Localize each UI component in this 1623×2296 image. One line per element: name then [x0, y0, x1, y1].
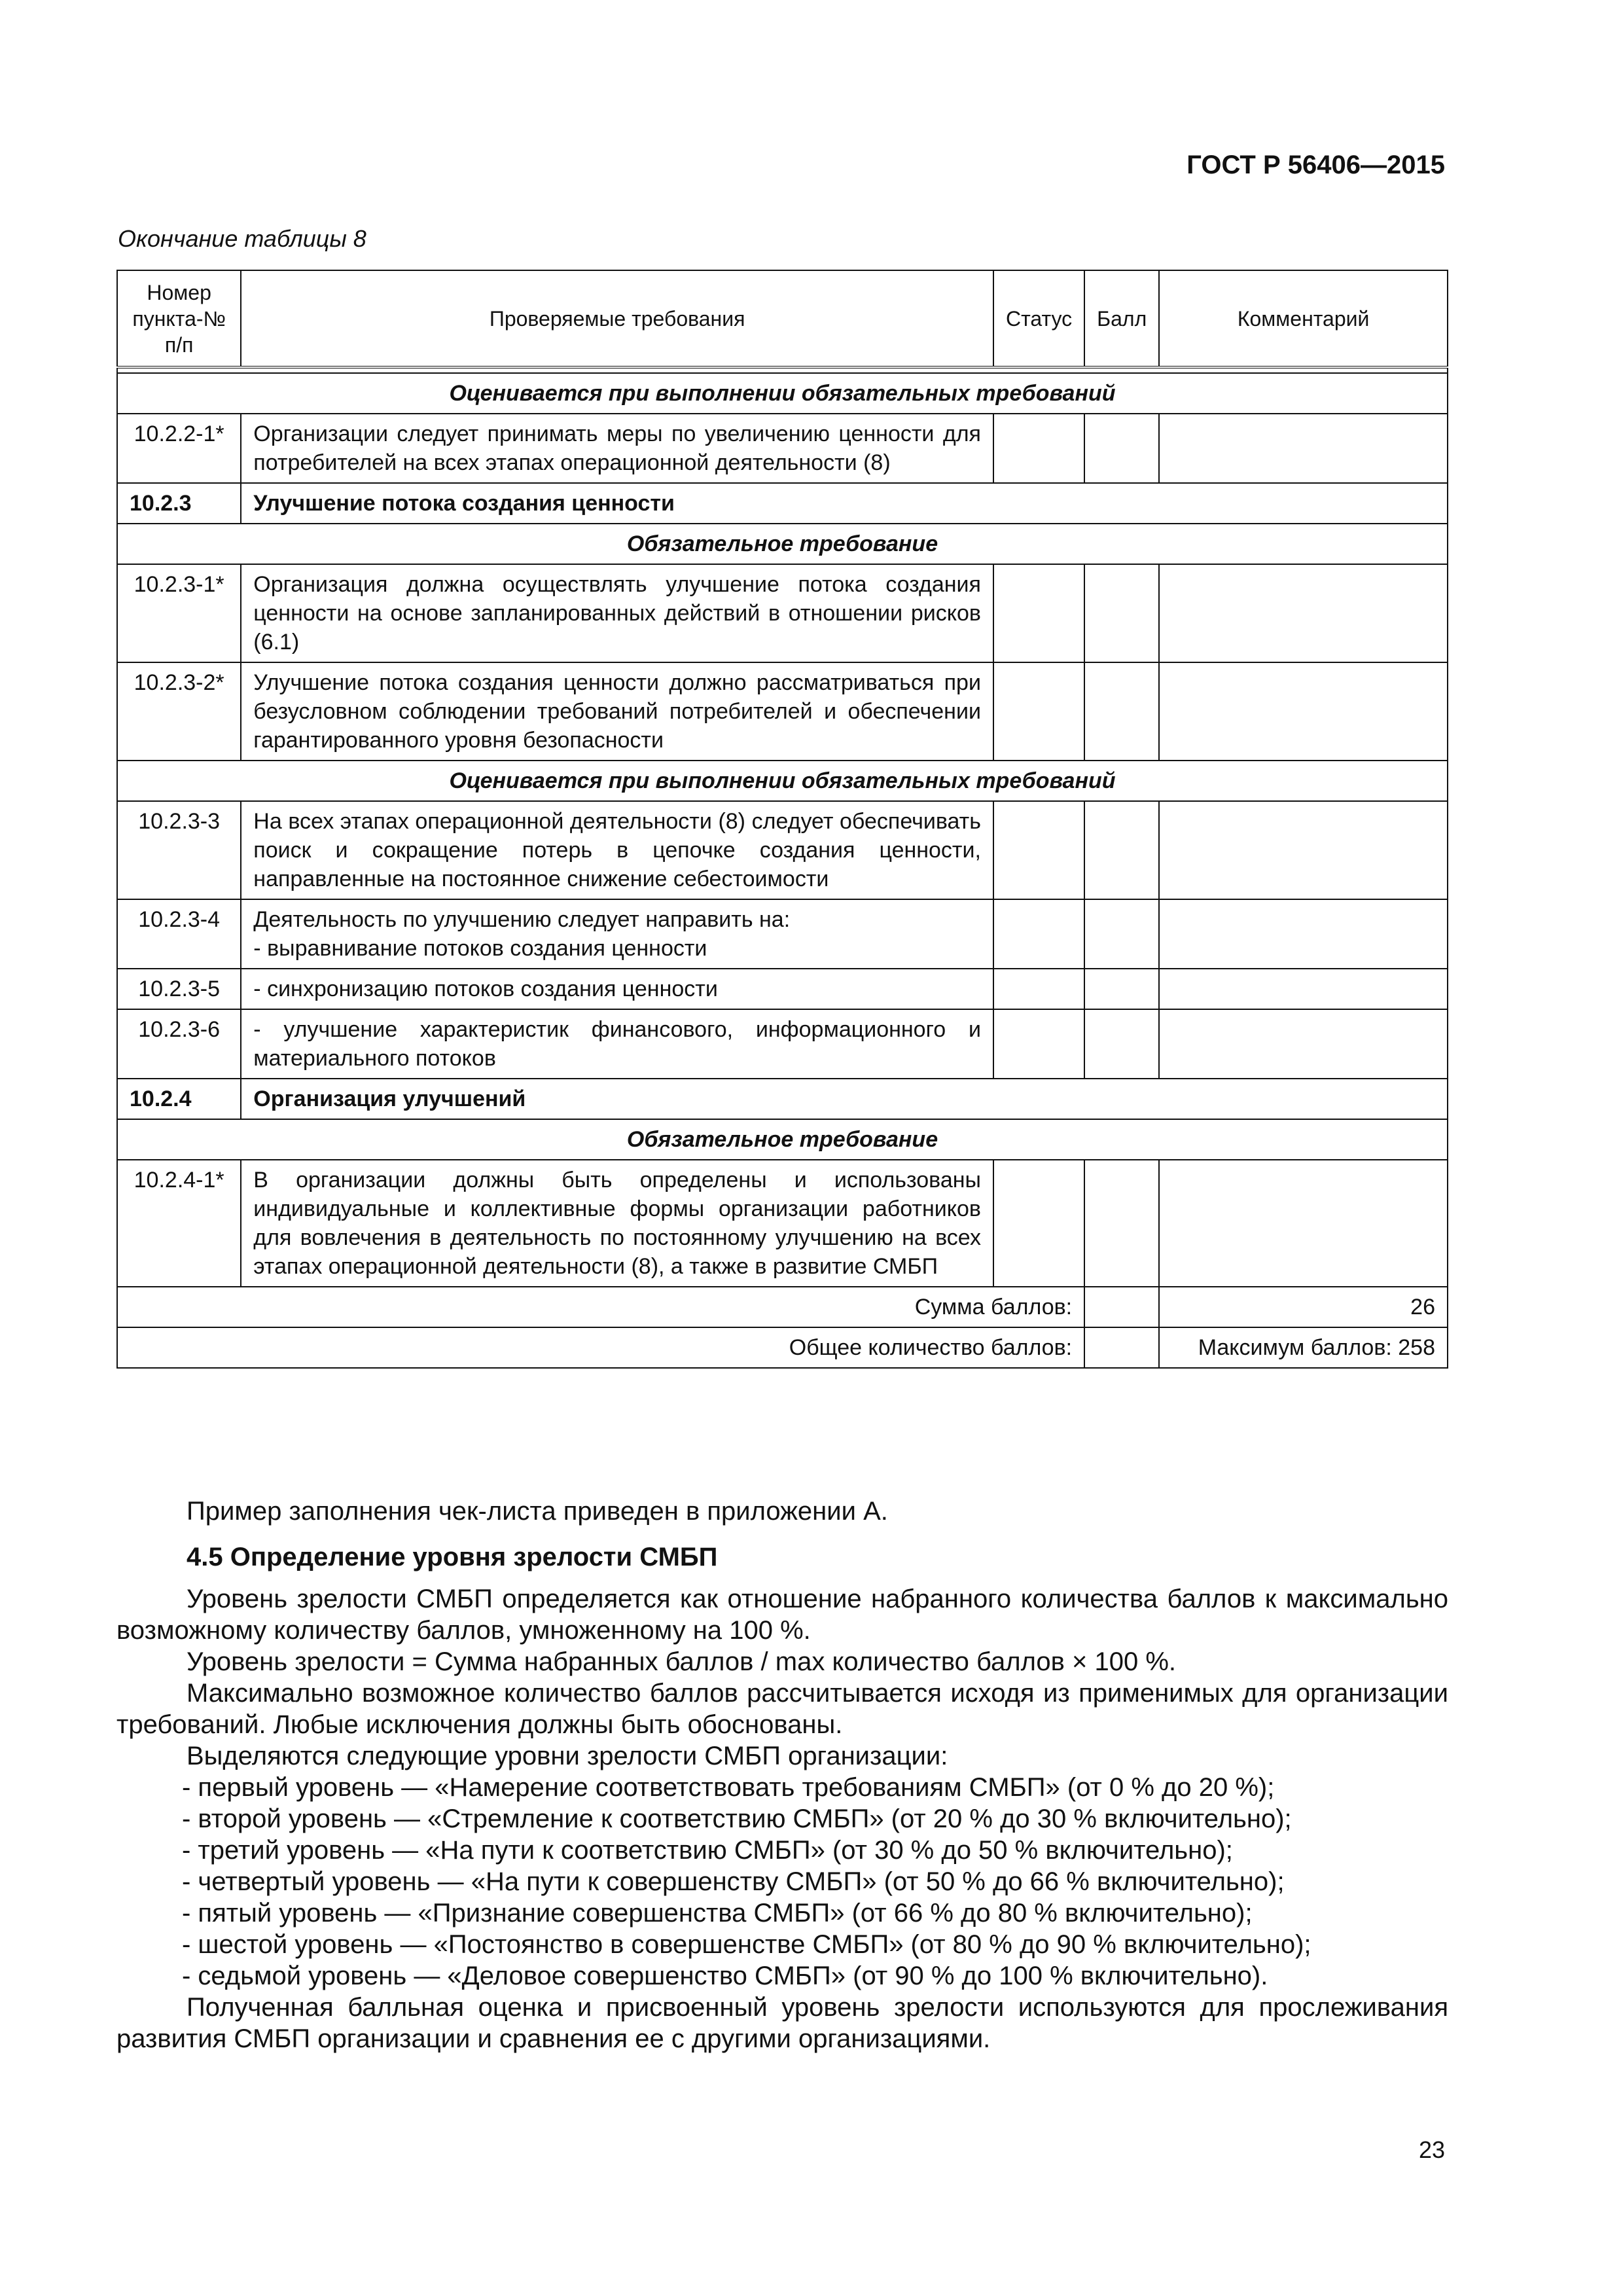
comment-cell [1159, 899, 1448, 969]
table-caption: Окончание таблицы 8 [118, 225, 366, 252]
requirement-text: - улучшение характеристик финансового, информационного и материального потоков [241, 1009, 993, 1079]
total-score-cell [1084, 1327, 1159, 1368]
score-cell [1084, 969, 1159, 1009]
status-cell [993, 564, 1084, 662]
table-row [117, 662, 1448, 761]
list-item: - шестой уровень — «Постоянство в совершенстве СМБП» (от 80 % до 90 % включительно); [182, 1930, 1311, 1959]
requirement-text: Организации следует принимать меры по увеличению ценности для потребителей на всех этапах операционной деятельности (8) [241, 414, 993, 483]
status-cell [993, 899, 1084, 969]
page-number: 23 [1418, 2136, 1445, 2163]
status-cell [993, 801, 1084, 899]
status-cell [993, 414, 1084, 483]
item-number: 10.2.3-3 [117, 801, 241, 899]
paragraph-definition: Уровень зрелости СМБП определяется как отношение набранного количества баллов к максимально возможному количеству баллов, умноженному на 100 %. [116, 1585, 1448, 1645]
comment-cell [1159, 1009, 1448, 1079]
section-number: 10.2.4 [117, 1079, 241, 1119]
subheader-row [117, 373, 1448, 414]
comment-cell [1159, 662, 1448, 761]
item-number: 10.2.3-6 [117, 1009, 241, 1079]
table-row [117, 969, 1448, 1009]
score-cell [1084, 899, 1159, 969]
status-cell [993, 969, 1084, 1009]
subheader-row [117, 524, 1448, 564]
paragraph-formula: Уровень зрелости = Сумма набранных баллов / max количество баллов × 100 %. [187, 1647, 1176, 1676]
requirement-text: - синхронизацию потоков создания ценности [241, 969, 993, 1009]
table-row [117, 1160, 1448, 1287]
item-number: 10.2.3-4 [117, 899, 241, 969]
col-header-num: Номер пункта-№ п/п [117, 270, 241, 367]
total-label: Общее количество баллов: [117, 1327, 1084, 1368]
sum-row [117, 1287, 1448, 1327]
comment-cell [1159, 564, 1448, 662]
list-item: - второй уровень — «Стремление к соответствию СМБП» (от 20 % до 30 % включительно); [182, 1804, 1292, 1833]
paragraph-conclusion: Полученная балльная оценка и присвоенный уровень зрелости используются для прослеживания развития СМБП организации и сравнения ее с другими организациями. [116, 1993, 1448, 2053]
score-cell [1084, 801, 1159, 899]
requirement-text: На всех этапах операционной деятельности (8) следует обеспечивать поиск и сокращение потерь в цепочке создания ценности, направленные на постоянное снижение себестоимости [241, 801, 993, 899]
col-header-comment: Комментарий [1159, 270, 1448, 367]
document-header: ГОСТ Р 56406—2015 [1186, 151, 1445, 179]
status-cell [993, 1009, 1084, 1079]
table-row [117, 801, 1448, 899]
table-body [117, 373, 1448, 1287]
comment-cell [1159, 969, 1448, 1009]
paragraph-levels-intro: Выделяются следующие уровни зрелости СМБП организации: [187, 1742, 948, 1770]
item-number: 10.2.3-2* [117, 662, 241, 761]
sum-value: 26 [1159, 1287, 1448, 1327]
score-cell [1084, 1160, 1159, 1287]
header-separator [117, 367, 1448, 373]
sum-label: Сумма баллов: [117, 1287, 1084, 1327]
item-number: 10.2.3-5 [117, 969, 241, 1009]
col-header-requirements: Проверяемые требования [241, 270, 993, 367]
comment-cell [1159, 1160, 1448, 1287]
item-number: 10.2.2-1* [117, 414, 241, 483]
score-cell [1084, 564, 1159, 662]
table-row [117, 899, 1448, 969]
paragraph-max-score: Максимально возможное количество баллов рассчитывается исходя из применимых для организации требований. Любые исключения должны быть обоснованы. [116, 1679, 1448, 1739]
score-cell [1084, 414, 1159, 483]
paragraph-example: Пример заполнения чек-листа приведен в приложении А. [187, 1497, 888, 1526]
comment-cell [1159, 801, 1448, 899]
list-item: - первый уровень — «Намерение соответствовать требованиям СМБП» (от 0 % до 20 %); [182, 1773, 1275, 1802]
table-header-row [117, 270, 1448, 367]
item-number: 10.2.4-1* [117, 1160, 241, 1287]
requirement-text: Улучшение потока создания ценности должно рассматриваться при безусловном соблюдении требований потребителей и обеспечении гарантированного уровня безопасности [241, 662, 993, 761]
subheader-text: Оценивается при выполнении обязательных требований [117, 761, 1448, 801]
score-cell [1084, 1009, 1159, 1079]
col-header-score: Балл [1084, 270, 1159, 367]
section-number: 10.2.3 [117, 483, 241, 524]
max-score: Максимум баллов: 258 [1159, 1327, 1448, 1368]
list-item: - четвертый уровень — «На пути к совершенству СМБП» (от 50 % до 66 % включительно); [182, 1867, 1285, 1896]
requirement-text: Организация должна осуществлять улучшение потока создания ценности на основе запланированных действий в отношении рисков (6.1) [241, 564, 993, 662]
item-number: 10.2.3-1* [117, 564, 241, 662]
section-row [117, 483, 1448, 524]
table-row [117, 564, 1448, 662]
total-row [117, 1327, 1448, 1368]
checklist-table [116, 270, 1448, 1369]
table-row [117, 414, 1448, 483]
col-header-status: Статус [993, 270, 1084, 367]
status-cell [993, 1160, 1084, 1287]
body-text [116, 1496, 1448, 2054]
list-item: - седьмой уровень — «Деловое совершенство СМБП» (от 90 % до 100 % включительно). [182, 1962, 1268, 1990]
list-item: - третий уровень — «На пути к соответствию СМБП» (от 30 % до 50 % включительно); [182, 1836, 1233, 1865]
section-heading: 4.5 Определение уровня зрелости СМБП [187, 1543, 718, 1571]
section-row [117, 1079, 1448, 1119]
subheader-text: Обязательное требование [117, 524, 1448, 564]
list-item: - пятый уровень — «Признание совершенства СМБП» (от 66 % до 80 % включительно); [182, 1899, 1253, 1928]
comment-cell [1159, 414, 1448, 483]
subheader-row [117, 1119, 1448, 1160]
subheader-text: Оценивается при выполнении обязательных требований [117, 373, 1448, 414]
status-cell [993, 662, 1084, 761]
score-cell [1084, 662, 1159, 761]
levels-list [116, 1772, 1448, 1992]
subheader-row [117, 761, 1448, 801]
section-title: Улучшение потока создания ценности [241, 483, 1448, 524]
section-title: Организация улучшений [241, 1079, 1448, 1119]
subheader-text: Обязательное требование [117, 1119, 1448, 1160]
requirement-text: В организации должны быть определены и использованы индивидуальные и коллективные формы организации работников для вовлечения в деятельность по постоянному улучшению на всех этапах операционной деятельности (8), а также в развитие СМБП [241, 1160, 993, 1287]
sum-score-cell [1084, 1287, 1159, 1327]
requirement-text: Деятельность по улучшению следует направить на: - выравнивание потоков создания ценности [241, 899, 993, 969]
table-row [117, 1009, 1448, 1079]
